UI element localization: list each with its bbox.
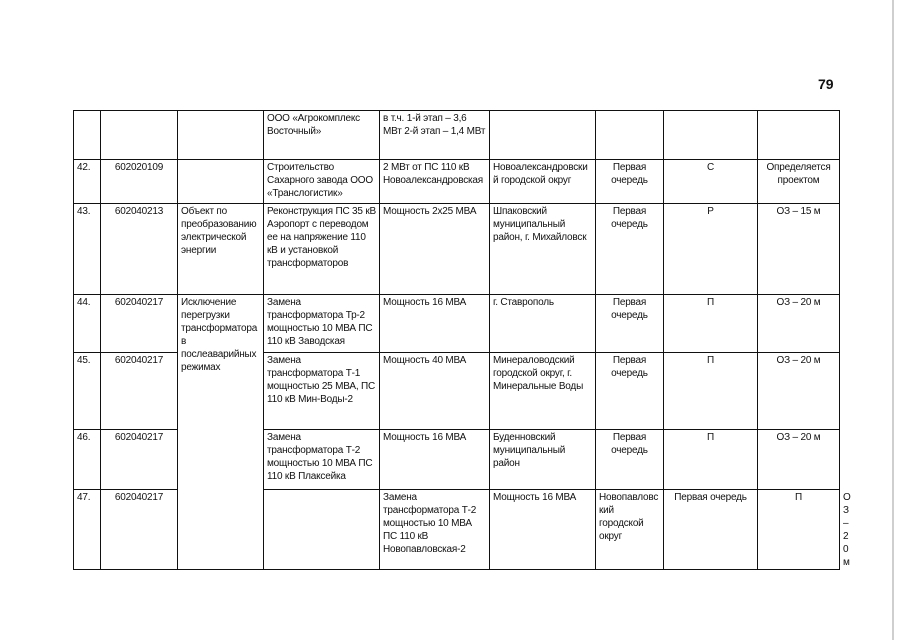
cell-zone: ОЗ – 20 м [758,353,840,430]
cell-purpose [264,490,380,570]
cell-description: Замена трансформатора Т-2 мощностью 10 МВА ПС 110 кВ Плаксейка [264,430,380,490]
cell-capacity: Мощность 2х25 МВА [380,204,490,295]
cell-num: 44. [74,295,101,353]
cell-stage: Первая очередь [596,353,664,430]
cell-description: Реконструкция ПС 35 кВ Аэропорт с переводом ее на напряжение 110 кВ и установкой трансформаторов [264,204,380,295]
cell-num [74,111,101,160]
cell-num: 45. [74,353,101,430]
cell-location: Буденновский муниципальный район [490,430,596,490]
cell-description: ООО «Агрокомплекс Восточный» [264,111,380,160]
table-row [74,295,840,353]
cell-num: 43. [74,204,101,295]
cell-stage: Первая очередь [664,490,758,570]
cell-status: Р [664,204,758,295]
cell-location: Шпаковский муниципальный район, г. Михайловск [490,204,596,295]
cell-code: 602040213 [101,204,178,295]
cell-stage: Первая очередь [596,295,664,353]
table-row [74,204,840,295]
cell-num: 47. [74,490,101,570]
cell-purpose [178,111,264,160]
cell-purpose [178,160,264,204]
cell-status: П [664,353,758,430]
cell-description: Замена трансформатора Тр-2 мощностью 10 МВА ПС 110 кВ Заводская [264,295,380,353]
cell-capacity: 2 МВт от ПС 110 кВ Новоалександровская [380,160,490,204]
cell-stage: Первая очередь [596,204,664,295]
cell-capacity: Мощность 16 МВА [490,490,596,570]
cell-stage [596,111,664,160]
table-row [74,160,840,204]
cell-purpose-merged: Исключение перегрузки трансформатора в послеаварийных режимах [178,295,264,570]
page-edge [892,0,894,640]
cell-zone: ОЗ – 20 м [758,295,840,353]
page-number: 79 [818,76,834,92]
cell-zone: Определяется проектом [758,160,840,204]
cell-capacity: Мощность 16 МВА [380,430,490,490]
cell-description: Замена трансформатора Т-1 мощностью 25 МВА, ПС 110 кВ Мин-Воды-2 [264,353,380,430]
cell-location: Минераловодский городской округ, г. Минеральные Воды [490,353,596,430]
cell-code: 602040217 [101,490,178,570]
cell-location: Новопавловский городской округ [596,490,664,570]
table-row: 47. 602040217 Замена трансформатора Т-2 мощностью 10 МВА ПС 110 кВ Новопавловская-2 Мощность 16 МВА Новопавловский городской округ Первая очередь П ОЗ – 20 м [74,490,840,570]
cell-code: 602020109 [101,160,178,204]
cell-status: П [664,430,758,490]
cell-status: П [664,295,758,353]
cell-purpose: Объект по преобразованию электрической энергии [178,204,264,295]
cell-location [490,111,596,160]
cell-capacity: Мощность 40 МВА [380,353,490,430]
cell-zone: ОЗ – 15 м [758,204,840,295]
cell-capacity: Мощность 16 МВА [380,295,490,353]
cell-zone [758,111,840,160]
cell-num: 46. [74,430,101,490]
cell-stage: Первая очередь [596,430,664,490]
cell-description: Строительство Сахарного завода ООО «Транслогистик» [264,160,380,204]
cell-code: 602040217 [101,353,178,430]
cell-status: П [758,490,840,570]
cell-capacity: в т.ч. 1-й этап – 3,6 МВт 2-й этап – 1,4 МВт [380,111,490,160]
cell-code: 602040217 [101,430,178,490]
cell-code: 602040217 [101,295,178,353]
cell-description: Замена трансформатора Т-2 мощностью 10 МВА ПС 110 кВ Новопавловская-2 [380,490,490,570]
cell-num: 42. [74,160,101,204]
objects-table [73,110,851,570]
cell-status: С [664,160,758,204]
cell-status [664,111,758,160]
cell-location: г. Ставрополь [490,295,596,353]
cell-zone: ОЗ – 20 м [758,430,840,490]
cell-stage: Первая очередь [596,160,664,204]
table-row [74,111,840,160]
cell-location: Новоалександровский городской округ [490,160,596,204]
cell-code [101,111,178,160]
